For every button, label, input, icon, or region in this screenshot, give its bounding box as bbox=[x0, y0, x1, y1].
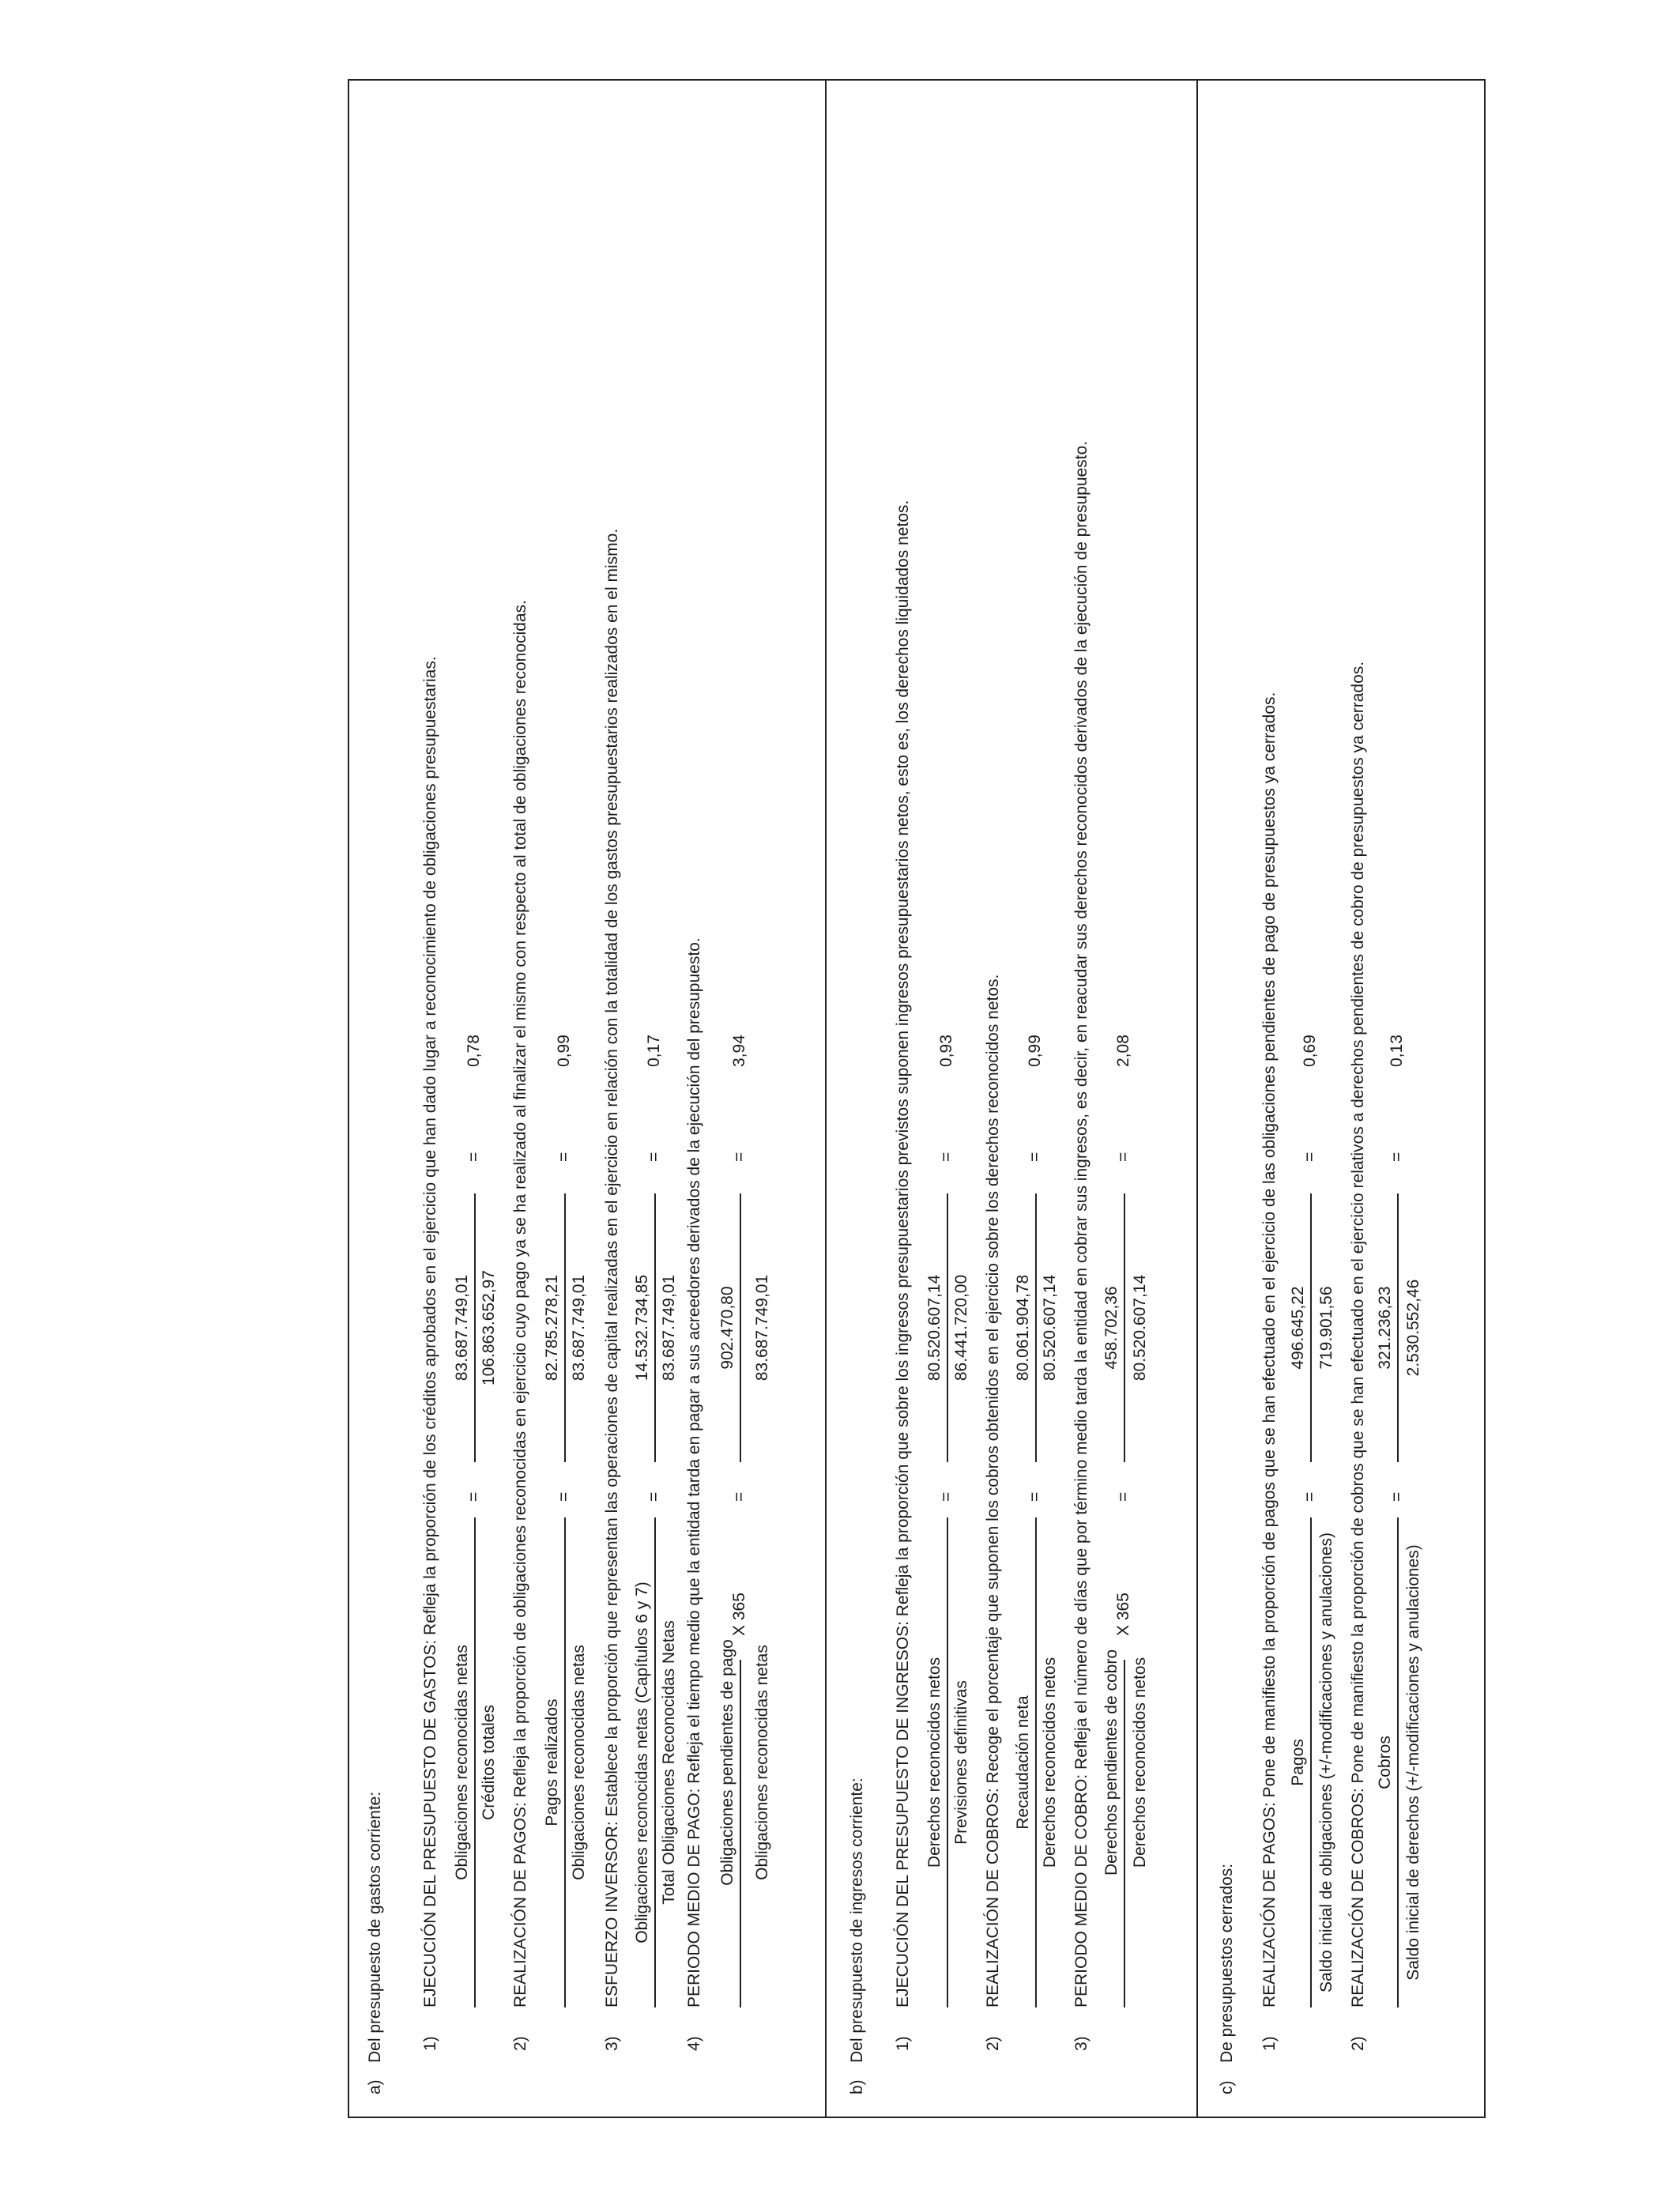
equals-sign: = bbox=[1388, 1491, 1406, 1502]
denominator-label: Obligaciones reconocidas netas bbox=[753, 1645, 771, 1880]
equals-sign: = bbox=[937, 1152, 955, 1162]
indicator-description: REALIZACIÓN DE PAGOS: Pone de manifiesto la proporción de pagos que se han efectuado en el ejercicio de las obligaciones pendientes de pago de presupuestos ya cerrados. bbox=[1260, 692, 1279, 2007]
indicator-result: 2,08 bbox=[1114, 1035, 1132, 1067]
indicator-result: 0,69 bbox=[1301, 1035, 1319, 1067]
equals-sign: = bbox=[1114, 1152, 1132, 1162]
indicator-number: 3) bbox=[603, 2036, 621, 2051]
denominator-label: Derechos reconocidos netos bbox=[1041, 1657, 1059, 1868]
indicator-description: REALIZACIÓN DE PAGOS: Refleja la proporción de obligaciones reconocidas en ejercicio cuyo pago ya se ha realizado al finalizar el mismo con respecto al total de obligaciones reconocidas. bbox=[511, 600, 529, 2007]
indicator-description: REALIZACIÓN DE COBROS: Recoge el porcentaje que suponen los cobros obtenidos en el ejercicio sobre los derechos reconocidos netos. bbox=[984, 974, 1002, 2007]
indicator-description: EJECUCIÓN DEL PRESUPUESTO DE GASTOS: Refleja la proporción de los créditos aprobados en el ejercicio que han dado lugar a reconocimiento de obligaciones presupuestarias. bbox=[421, 656, 439, 2007]
fraction-line bbox=[947, 1517, 948, 2007]
equals-sign: = bbox=[555, 1491, 573, 1502]
section-a-letter: a) bbox=[366, 2079, 384, 2094]
equals-sign: = bbox=[730, 1152, 748, 1162]
section-b-letter: b) bbox=[848, 2079, 866, 2094]
equals-sign: = bbox=[1301, 1152, 1319, 1162]
numerator-value: 83.687.749,01 bbox=[453, 1274, 471, 1382]
numerator-label: Recaudación neta bbox=[1014, 1695, 1032, 1830]
equals-sign: = bbox=[1301, 1491, 1319, 1502]
fraction-line bbox=[564, 1193, 566, 1462]
fraction-line bbox=[1397, 1517, 1399, 2007]
section-b-title: Del presupuesto de ingresos corriente: bbox=[848, 1777, 866, 2063]
rotated-content bbox=[348, 79, 1486, 2118]
section-a-title: Del presupuesto de gastos corriente: bbox=[366, 1791, 384, 2063]
denominator-label: Previsiones definitivas bbox=[952, 1680, 970, 1845]
indicator-number: 1) bbox=[421, 2036, 439, 2051]
equals-sign: = bbox=[645, 1491, 663, 1502]
equals-sign: = bbox=[1026, 1152, 1044, 1162]
indicator-number: 2) bbox=[984, 2036, 1002, 2051]
indicator-number: 3) bbox=[1072, 2036, 1090, 2051]
denominator-value: 83.687.749,01 bbox=[753, 1274, 771, 1382]
numerator-label: Obligaciones reconocidas netas (Capítulos 6 y 7) bbox=[633, 1581, 651, 1943]
numerator-label: Obligaciones pendientes de pago bbox=[718, 1639, 736, 1886]
numerator-label: Derechos pendientes de cobro bbox=[1102, 1649, 1121, 1876]
denominator-value: 719.901,56 bbox=[1317, 1286, 1335, 1370]
indicator-description: PERIODO MEDIO DE PAGO: Refleja el tiempo medio que la entidad tarda en pagar a sus acreedores derivados de la ejecución del presupuesto. bbox=[685, 937, 703, 2007]
fraction-line bbox=[740, 1193, 741, 1462]
equals-sign: = bbox=[645, 1152, 663, 1162]
section-c-title: De presupuestos cerrados: bbox=[1218, 1863, 1236, 2063]
denominator-value: 80.520.607,14 bbox=[1131, 1274, 1149, 1382]
denominator-label: Obligaciones reconocidas netas bbox=[570, 1645, 588, 1880]
fraction-line bbox=[1310, 1193, 1312, 1462]
denominator-value: 86.441.720,00 bbox=[952, 1274, 970, 1382]
denominator-label: Derechos reconocidos netos bbox=[1131, 1657, 1149, 1868]
indicator-description: EJECUCIÓN DEL PRESUPUESTO DE INGRESOS: Refleja la proporción que sobre los ingresos presupuestarios previstos suponen ingresos presupuestarios netos, esto es, los derechos liquidados netos. bbox=[894, 499, 912, 2007]
indicator-result: 0,99 bbox=[1026, 1035, 1044, 1067]
multiplier-x365: X 365 bbox=[730, 1593, 748, 1636]
numerator-label: Derechos reconocidos netos bbox=[925, 1657, 944, 1868]
section-c-letter: c) bbox=[1218, 2080, 1236, 2094]
denominator-value: 80.520.607,14 bbox=[1041, 1274, 1059, 1382]
fraction-line bbox=[1035, 1517, 1037, 2007]
denominator-label: Saldo inicial de derechos (+/-modificaciones y anulaciones) bbox=[1404, 1544, 1422, 1981]
section-c-box bbox=[1198, 79, 1486, 2118]
equals-sign: = bbox=[730, 1491, 748, 1502]
indicator-description: REALIZACIÓN DE COBROS: Pone de manifiesto la proporción de cobros que se han efectuado en el ejercicio relativos a derechos pendientes de cobro de presupuestos ya cerrados. bbox=[1349, 661, 1367, 2007]
denominator-value: 2.530.552,46 bbox=[1404, 1279, 1422, 1377]
indicator-description: ESFUERZO INVERSOR: Establece la proporción que representan las operaciones de capital realizadas en el ejercicio en relación con la totalidad de los gastos presupuestarios realizados en el mismo. bbox=[603, 528, 621, 2007]
fraction-line bbox=[1124, 1660, 1125, 2007]
denominator-value: 106.863.652,97 bbox=[480, 1270, 498, 1385]
numerator-value: 902.470,80 bbox=[718, 1286, 736, 1370]
fraction-line bbox=[947, 1193, 948, 1462]
numerator-label: Cobros bbox=[1376, 1736, 1394, 1789]
denominator-value: 83.687.749,01 bbox=[660, 1274, 678, 1382]
fraction-line bbox=[654, 1193, 656, 1462]
numerator-value: 80.061.904,78 bbox=[1014, 1274, 1032, 1382]
equals-sign: = bbox=[937, 1491, 955, 1502]
fraction-line bbox=[1310, 1517, 1312, 2007]
indicator-number: 2) bbox=[1349, 2036, 1367, 2051]
indicator-number: 1) bbox=[894, 2036, 912, 2051]
indicator-description: PERIODO MEDIO DE COBRO: Refleja el número de días que por término medio tarda la entidad en cobrar sus ingresos, es decir, en reacudar sus derechos reconocidos derivados de la ejecución de presupuesto. bbox=[1072, 440, 1090, 2007]
fraction-line bbox=[740, 1660, 741, 2007]
numerator-label: Obligaciones reconocidas netas bbox=[453, 1645, 471, 1880]
numerator-value: 321.236,23 bbox=[1376, 1286, 1394, 1370]
indicator-number: 1) bbox=[1260, 2036, 1279, 2051]
fraction-line bbox=[474, 1517, 476, 2007]
numerator-value: 496.645,22 bbox=[1289, 1286, 1307, 1370]
indicator-result: 0,93 bbox=[937, 1035, 955, 1067]
denominator-value: 83.687.749,01 bbox=[570, 1274, 588, 1382]
fraction-line bbox=[654, 1517, 656, 2007]
numerator-value: 14.532.734,85 bbox=[633, 1274, 651, 1382]
indicator-result: 0,78 bbox=[465, 1035, 483, 1067]
numerator-value: 82.785.278,21 bbox=[543, 1274, 561, 1382]
equals-sign: = bbox=[1026, 1491, 1044, 1502]
equals-sign: = bbox=[1114, 1491, 1132, 1502]
multiplier-x365: X 365 bbox=[1114, 1593, 1132, 1636]
numerator-value: 80.520.607,14 bbox=[925, 1274, 944, 1382]
numerator-label: Pagos bbox=[1289, 1739, 1307, 1786]
fraction-line bbox=[1035, 1193, 1037, 1462]
fraction-line bbox=[564, 1517, 566, 2007]
equals-sign: = bbox=[465, 1491, 483, 1502]
denominator-label: Saldo inicial de obligaciones (+/-modificaciones y anulaciones) bbox=[1317, 1532, 1335, 1992]
indicator-result: 0,13 bbox=[1388, 1035, 1406, 1067]
equals-sign: = bbox=[465, 1152, 483, 1162]
rotated-page-frame bbox=[348, 79, 1486, 2118]
indicator-result: 0,99 bbox=[555, 1035, 573, 1067]
numerator-value: 458.702,36 bbox=[1102, 1286, 1121, 1370]
indicator-result: 3,94 bbox=[730, 1035, 748, 1067]
fraction-line bbox=[1397, 1193, 1399, 1462]
equals-sign: = bbox=[555, 1152, 573, 1162]
equals-sign: = bbox=[1388, 1152, 1406, 1162]
denominator-label: Créditos totales bbox=[480, 1705, 498, 1820]
denominator-label: Total Obligaciones Reconocidas Netas bbox=[660, 1620, 678, 1905]
indicator-result: 0,17 bbox=[645, 1035, 663, 1067]
fraction-line bbox=[474, 1193, 476, 1462]
indicator-number: 4) bbox=[685, 2036, 703, 2051]
fraction-line bbox=[1124, 1193, 1125, 1462]
numerator-label: Pagos realizados bbox=[543, 1698, 561, 1826]
indicator-number: 2) bbox=[511, 2036, 529, 2051]
